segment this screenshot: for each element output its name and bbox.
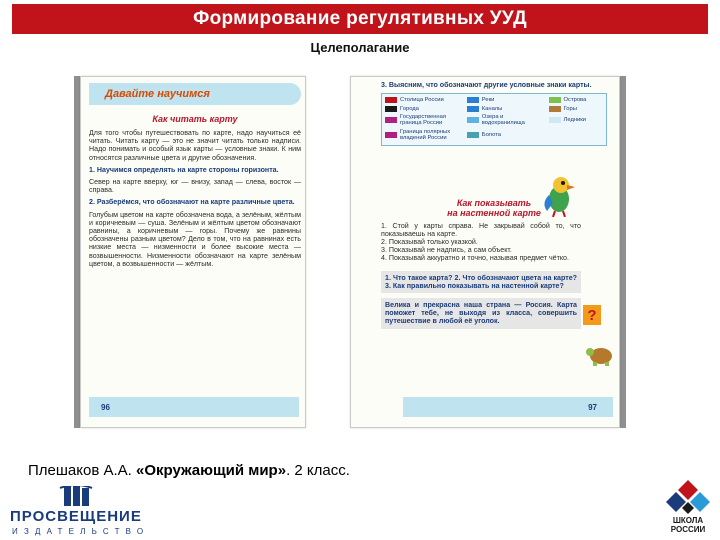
- pointer-step: 1. Стой у карты справа. Не закрывай собой то, что показываешь на карте.: [381, 221, 581, 238]
- right-section-title-line1: Как показывать: [456, 197, 532, 208]
- citation-book: «Окружающий мир»: [135, 462, 287, 479]
- legend-symbol-icon: [385, 117, 397, 123]
- left-paragraph: Север на карте вверху, юг — внизу, запад — слева, восток — справа.: [89, 178, 301, 195]
- left-page-footer: [89, 397, 299, 417]
- legend-label: Острова: [563, 97, 587, 104]
- legend-symbol-icon: [385, 97, 397, 103]
- left-paragraph: Для того чтобы путешествовать по карте, надо научиться её читать. Читать карту — это не значит читать только надписи. Надо понимать и особый язык карты — условные знаки. К ним относятся различные цвета и другие обозначения.: [89, 129, 301, 162]
- publisher-subtitle: ИЗДАТЕЛЬСТВО: [12, 527, 150, 536]
- pointer-step: 4. Показывай аккуратно и точно, называя предмет чётко.: [381, 254, 569, 263]
- pointer-step: 2. Показывай только указкой.: [381, 238, 478, 247]
- legend-item: [385, 114, 463, 127]
- turtle-illustration: [585, 341, 615, 367]
- left-section-title: Как читать карту: [152, 114, 238, 124]
- left-paragraph: 1. Научимся определять на карте стороны горизонта.: [89, 165, 279, 174]
- right-page-edge: [620, 76, 626, 428]
- legend-symbol-icon: [549, 97, 561, 103]
- question-icon: ?: [583, 305, 601, 325]
- right-page-number: 97: [588, 402, 597, 412]
- citation-grade: . 2 класс.: [286, 462, 350, 479]
- legend-label: Ледники: [563, 117, 587, 124]
- legend-label: Каналы: [481, 105, 503, 112]
- legend-item: [467, 129, 545, 142]
- legend-label: Города: [400, 105, 419, 112]
- legend-label: Государственная граница России: [400, 114, 446, 127]
- legend-symbol-icon: [385, 132, 397, 138]
- slide-title: Формирование регулятивных УУД: [193, 8, 527, 29]
- closing-box: [381, 298, 581, 329]
- right-page-footer: [403, 397, 613, 417]
- legend-symbol-icon: [467, 117, 479, 123]
- parrot-illustration: [537, 173, 581, 217]
- school-label-line2: РОССИИ: [670, 525, 706, 534]
- questions-text: 1. Что такое карта? 2. Что обозначают цвета на карте? 3. Как правильно показывать на настенной карте?: [385, 273, 577, 290]
- school-label-line1: ШКОЛА: [672, 516, 704, 525]
- legend-label: Горы: [563, 105, 577, 112]
- legend-item: [467, 97, 545, 103]
- legend-item: [549, 97, 603, 103]
- legend-item: [385, 129, 463, 142]
- left-textbook-page: [80, 76, 306, 428]
- legend-label: Озера и водохранилища: [481, 114, 525, 127]
- legend-label: Граница полярных владений России: [400, 128, 451, 142]
- publisher-name: ПРОСВЕЩЕНИЕ: [10, 508, 142, 525]
- slide-subtitle: Целеполагание: [310, 40, 410, 55]
- book-spine: [306, 76, 350, 428]
- legend-symbol-icon: [549, 117, 561, 123]
- left-paragraph: Голубым цветом на карте обозначена вода, а зелёным, жёлтым и коричневым — суша. Зелёным и жёлтым цветом обозначают равнины, а коричневым — горы. Почему же равнины обозначены разным цветом? Дело в том, что на равнинах есть низкие места — низменности и более высокие места — возвышенности. Низменности обозначают на карте зелёным цветом, а возвышенности — жёлтым.: [89, 210, 301, 268]
- slide-title-bar: [12, 4, 708, 34]
- legend-symbol-icon: [549, 106, 561, 112]
- left-page-number: 96: [101, 402, 110, 412]
- legend-label: Столица России: [400, 97, 444, 104]
- citation-author: Плешаков А.А.: [28, 462, 136, 479]
- school-of-russia-logo-icon: [662, 478, 714, 518]
- left-page-text: [89, 129, 301, 268]
- legend-symbol-icon: [385, 106, 397, 112]
- legend-symbol-icon: [467, 106, 479, 112]
- legend-symbol-icon: [467, 97, 479, 103]
- right-section-title-line2: на настенной карте: [447, 207, 541, 218]
- legend-item: [549, 106, 603, 112]
- legend-item: [467, 106, 545, 112]
- questions-box: [381, 271, 581, 293]
- school-of-russia-label: [660, 516, 716, 534]
- legend-label: Реки: [481, 97, 495, 104]
- legend-item: [385, 106, 463, 112]
- right-textbook-page: [350, 76, 620, 428]
- pointer-step: 3. Показывай не надпись, а сам объект.: [381, 246, 512, 255]
- closing-text: Велика и прекрасна наша страна — Россия. Карта поможет тебе, не выходя из класса, совершить путешествие в любой её уголок.: [385, 301, 577, 326]
- legend-item: [549, 114, 603, 127]
- book-citation: [28, 462, 350, 479]
- legend-symbol-icon: [467, 132, 479, 138]
- legend-intro: 3. Выясним, что обозначают другие условные знаки карты.: [381, 81, 592, 89]
- map-legend: [381, 93, 607, 145]
- lesson-banner: [89, 83, 301, 105]
- pointer-steps: [381, 222, 607, 263]
- banner-text: Давайте научимся: [105, 88, 210, 100]
- legend-item: [467, 114, 545, 127]
- legend-label: Болота: [481, 132, 502, 139]
- legend-item: [385, 97, 463, 103]
- left-paragraph: 2. Разберёмся, что обозначают на карте различные цвета.: [89, 198, 295, 207]
